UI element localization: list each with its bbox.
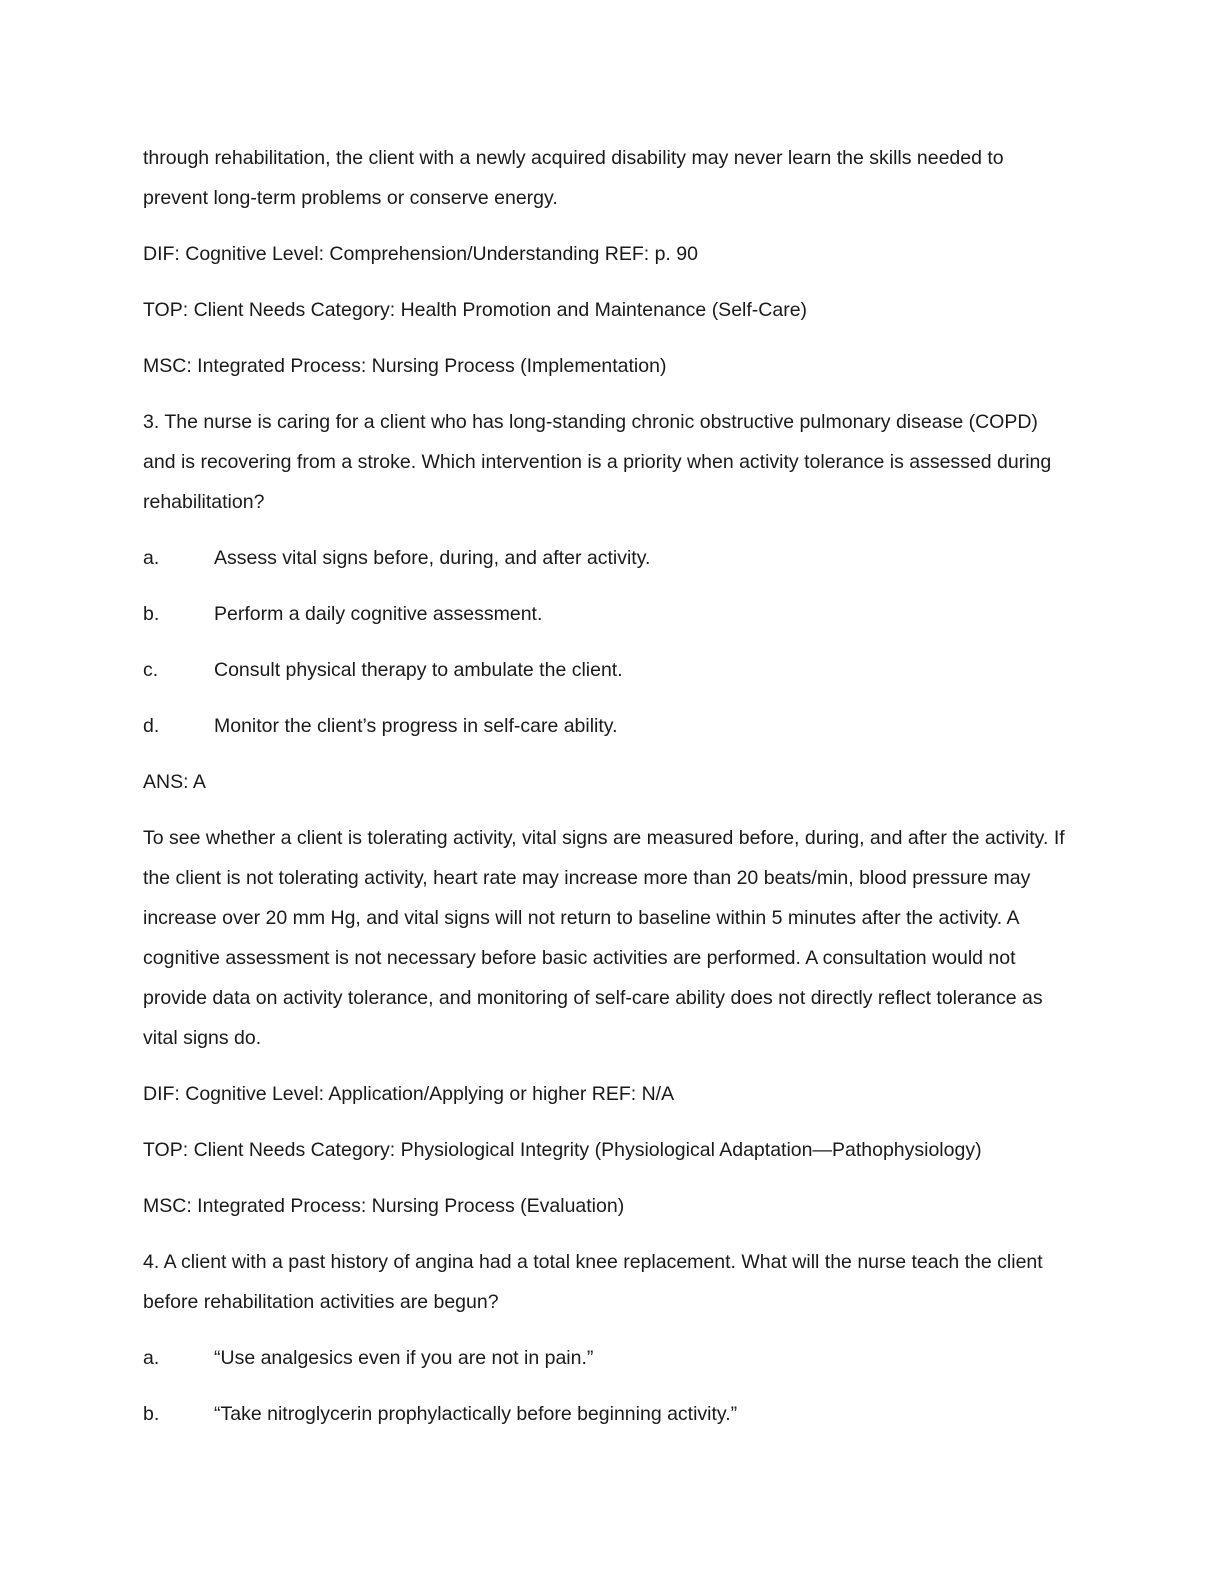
option-text: Monitor the client’s progress in self-care ability. <box>214 715 618 737</box>
q3-option-a <box>143 538 1073 578</box>
q3-option-c <box>143 650 1073 690</box>
option-text: Consult physical therapy to ambulate the client. <box>214 659 623 681</box>
q3-stem: 3. The nurse is caring for a client who has long-standing chronic obstructive pulmonary disease (COPD) and is recovering from a stroke. Which intervention is a priority when activity tolerance is assessed during rehabilitation? <box>143 411 1052 513</box>
option-letter: a. <box>143 1347 160 1369</box>
option-letter: c. <box>143 659 159 681</box>
q3-option-b <box>143 594 1073 634</box>
option-text: “Use analgesics even if you are not in pain.” <box>214 1347 594 1369</box>
q3-top-line: TOP: Client Needs Category: Physiological Integrity (Physiological Adaptation—Pathophysiology) <box>143 1139 982 1161</box>
continuation-paragraph: through rehabilitation, the client with a newly acquired disability may never learn the skills needed to prevent long-term problems or conserve energy. <box>143 147 1004 209</box>
q4-option-b <box>143 1394 1073 1434</box>
q2-dif-line: DIF: Cognitive Level: Comprehension/Understanding REF: p. 90 <box>143 243 698 265</box>
q3-msc-line: MSC: Integrated Process: Nursing Process (Evaluation) <box>143 1195 625 1217</box>
page-content <box>143 138 1073 1450</box>
option-letter: b. <box>143 603 160 625</box>
option-text: Assess vital signs before, during, and after activity. <box>214 547 651 569</box>
q3-answer: ANS: A <box>143 771 206 793</box>
option-letter: b. <box>143 1403 160 1425</box>
option-letter: d. <box>143 715 160 737</box>
q3-option-d <box>143 706 1073 746</box>
option-letter: a. <box>143 547 160 569</box>
option-text: “Take nitroglycerin prophylactically before beginning activity.” <box>214 1403 738 1425</box>
q2-msc-line: MSC: Integrated Process: Nursing Process (Implementation) <box>143 355 667 377</box>
q3-dif-line: DIF: Cognitive Level: Application/Applying or higher REF: N/A <box>143 1083 675 1105</box>
q3-rationale: To see whether a client is tolerating activity, vital signs are measured before, during, and after the activity. If the client is not tolerating activity, heart rate may increase more than 20 beats/min, blood pressure may increase over 20 mm Hg, and vital signs will not return to baseline within 5 minutes after the activity. A cognitive assessment is not necessary before basic activities are performed. A consultation would not provide data on activity tolerance, and monitoring of self-care ability does not directly reflect tolerance as vital signs do. <box>143 827 1065 1049</box>
q2-top-line: TOP: Client Needs Category: Health Promotion and Maintenance (Self-Care) <box>143 299 808 321</box>
option-text: Perform a daily cognitive assessment. <box>214 603 543 625</box>
q4-stem: 4. A client with a past history of angina had a total knee replacement. What will the nurse teach the client before rehabilitation activities are begun? <box>143 1251 1043 1313</box>
q4-option-a <box>143 1338 1073 1378</box>
